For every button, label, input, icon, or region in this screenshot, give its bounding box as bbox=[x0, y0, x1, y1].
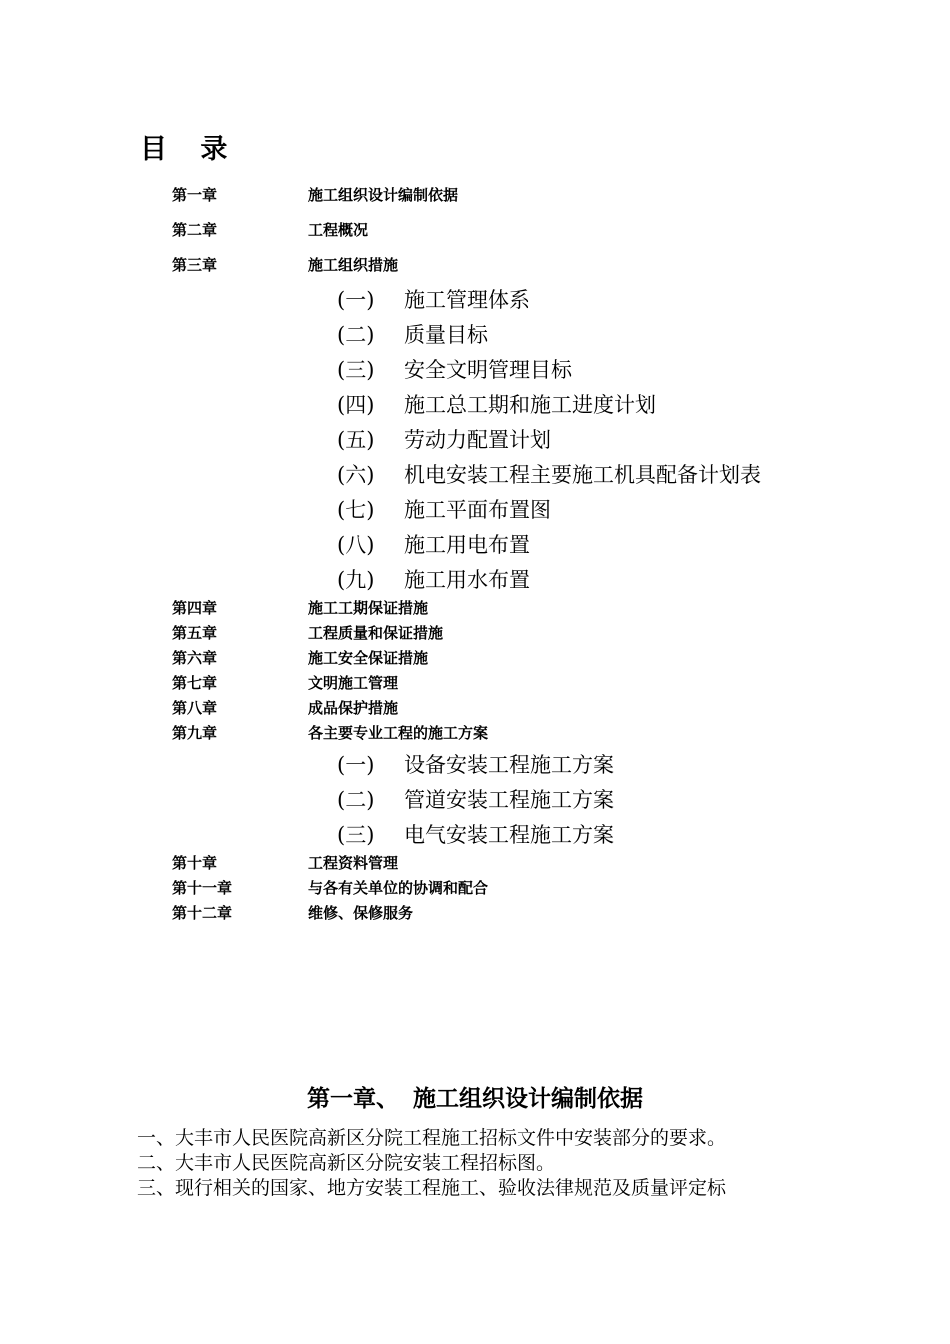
chapter-title: 工程质量和保证措施 bbox=[308, 624, 444, 642]
section-title: 管道安装工程施工方案 bbox=[404, 788, 614, 812]
section-number: (二) bbox=[337, 788, 375, 812]
chapter-number: 第六章 bbox=[172, 649, 218, 667]
section-title: 安全文明管理目标 bbox=[404, 358, 572, 382]
toc-title: 目 录 bbox=[140, 134, 240, 165]
chapter-title: 各主要专业工程的施工方案 bbox=[308, 724, 489, 742]
paragraph: 三、现行相关的国家、地方安装工程施工、验收法律规范及质量评定标 bbox=[137, 1177, 727, 1199]
chapter-title: 维修、保修服务 bbox=[308, 904, 414, 922]
chapter-number: 第七章 bbox=[172, 674, 218, 692]
section-number: (二) bbox=[337, 323, 375, 347]
section-number: (四) bbox=[337, 393, 375, 417]
paragraph: 二、大丰市人民医院高新区分院安装工程招标图。 bbox=[137, 1152, 556, 1174]
paragraph: 一、大丰市人民医院高新区分院工程施工招标文件中安装部分的要求。 bbox=[137, 1127, 727, 1149]
section-number: (六) bbox=[337, 463, 375, 487]
chapter-number: 第三章 bbox=[172, 256, 218, 274]
chapter-number: 第五章 bbox=[172, 624, 218, 642]
chapter-title: 施工安全保证措施 bbox=[308, 649, 429, 667]
section-title: 施工平面布置图 bbox=[404, 498, 551, 522]
section-number: (八) bbox=[337, 533, 375, 557]
chapter-title: 成品保护措施 bbox=[308, 699, 399, 717]
chapter-number: 第十章 bbox=[172, 854, 218, 872]
chapter-number: 第二章 bbox=[172, 221, 218, 239]
chapter-number: 第一章 bbox=[172, 186, 218, 204]
section-title: 施工用电布置 bbox=[404, 533, 530, 557]
section-number: (一) bbox=[337, 753, 375, 777]
chapter-title: 施工工期保证措施 bbox=[308, 599, 429, 617]
chapter-title: 施工组织设计编制依据 bbox=[308, 186, 459, 204]
chapter-title: 施工组织措施 bbox=[308, 256, 399, 274]
chapter-heading bbox=[0, 1084, 950, 1114]
section-title: 施工用水布置 bbox=[404, 568, 530, 592]
section-title: 质量目标 bbox=[404, 323, 488, 347]
chapter-heading-title: 施工组织设计编制依据 bbox=[413, 1086, 643, 1112]
chapter-number: 第九章 bbox=[172, 724, 218, 742]
section-title: 电气安装工程施工方案 bbox=[404, 823, 614, 847]
section-number: (三) bbox=[337, 823, 375, 847]
section-title: 劳动力配置计划 bbox=[404, 428, 551, 452]
chapter-heading-number: 第一章、 bbox=[307, 1086, 399, 1112]
chapter-number: 第十一章 bbox=[172, 879, 233, 897]
chapter-title: 文明施工管理 bbox=[308, 674, 399, 692]
chapter-title: 工程概况 bbox=[308, 221, 369, 239]
section-title: 施工总工期和施工进度计划 bbox=[404, 393, 656, 417]
section-title: 机电安装工程主要施工机具配备计划表 bbox=[404, 463, 761, 487]
chapter-number: 第四章 bbox=[172, 599, 218, 617]
section-number: (三) bbox=[337, 358, 375, 382]
section-number: (五) bbox=[337, 428, 375, 452]
section-number: (九) bbox=[337, 568, 375, 592]
section-title: 施工管理体系 bbox=[404, 288, 530, 312]
section-title: 设备安装工程施工方案 bbox=[404, 753, 614, 777]
chapter-number: 第八章 bbox=[172, 699, 218, 717]
section-number: (七) bbox=[337, 498, 375, 522]
chapter-title: 工程资料管理 bbox=[308, 854, 399, 872]
section-number: (一) bbox=[337, 288, 375, 312]
chapter-title: 与各有关单位的协调和配合 bbox=[308, 879, 489, 897]
chapter-number: 第十二章 bbox=[172, 904, 233, 922]
